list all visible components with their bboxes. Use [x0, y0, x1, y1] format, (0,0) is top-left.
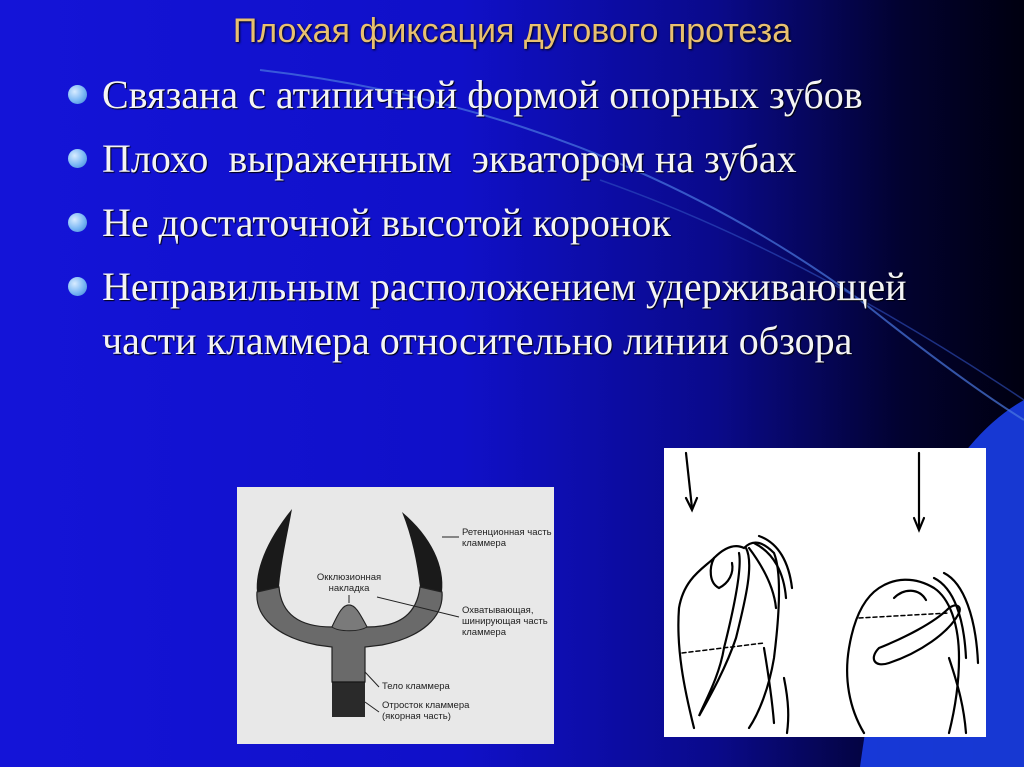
bullet-item	[62, 68, 932, 122]
label-clasp-process: Отросток кламмера (якорная часть)	[382, 700, 470, 722]
bullet-text: Не достаточной высотой коронок	[102, 200, 671, 245]
bullet-list	[62, 68, 932, 378]
label-encircling-part: Охватывающая, шинирующая часть кламмера	[462, 605, 548, 638]
teeth-line-art	[664, 448, 986, 737]
bullet-icon	[68, 213, 87, 232]
label-retention-part: Ретенционная часть кламмера	[462, 527, 552, 549]
bullet-icon	[68, 85, 87, 104]
teeth-drawing	[664, 448, 986, 737]
clasp-diagram	[237, 487, 554, 744]
bullet-icon	[68, 277, 87, 296]
bullet-text: Плохо выраженным экватором на зубах	[102, 136, 797, 181]
bullet-icon	[68, 149, 87, 168]
bullet-text: Неправильным расположением удерживающей части кламмера относительно линии обзора	[102, 264, 917, 363]
slide-title: Плохая фиксация дугового протеза	[232, 12, 792, 50]
bullet-item	[62, 132, 932, 186]
label-clasp-body: Тело кламмера	[382, 681, 450, 692]
bullet-item	[62, 260, 932, 368]
label-occlusal-pad: Окклюзионная накладка	[316, 572, 382, 594]
bullet-item	[62, 196, 932, 250]
bullet-text: Связана с атипичной формой опорных зубов	[102, 72, 863, 117]
